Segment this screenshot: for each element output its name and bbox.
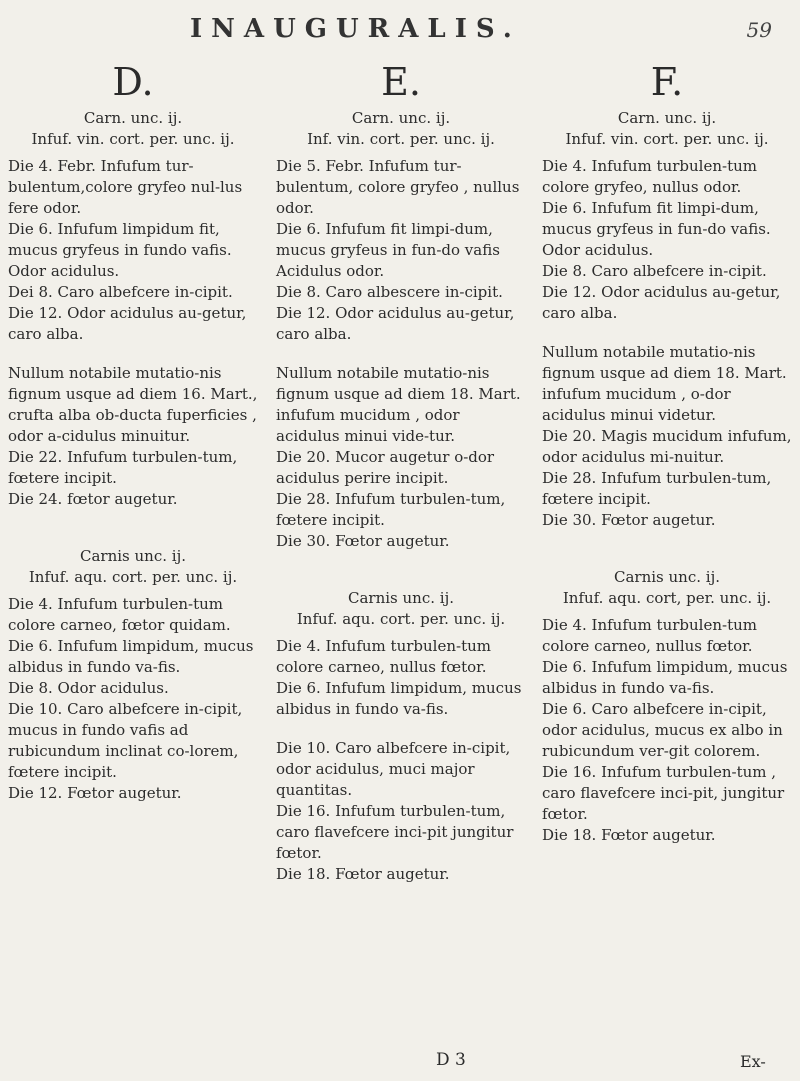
column-letter: D. bbox=[112, 60, 154, 104]
column-letter: F. bbox=[650, 60, 684, 104]
entry: Die 10. Caro albefcere in-cipit, mucus in fundo vafis ad rubicundum inclinat co-lorem, fœtere incipit. bbox=[8, 700, 243, 781]
entry: Die 4. Infufum turbulen-tum colore carneo, fœtor quidam. bbox=[8, 595, 231, 634]
entry: Die 4. Infufum turbulen-tum colore gryfeo, nullus odor. bbox=[542, 157, 757, 196]
page-number: 59 bbox=[746, 18, 772, 42]
entry: Nullum notabile mutatio-nis fignum usque ad diem 18. Mart. infufum mucidum , o-dor acidulus minui videtur. bbox=[542, 343, 787, 424]
spacer bbox=[542, 531, 792, 567]
entry: Die 12. Odor acidulus au-getur, caro alba. bbox=[276, 304, 515, 343]
entry: Die 8. Odor acidulus. bbox=[8, 679, 169, 697]
entry: Die 20. Mucor augetur o-dor acidulus perire incipit. bbox=[276, 448, 495, 487]
entry: Die 6. Infufum limpidum, mucus albidus in fundo va-fis. bbox=[276, 679, 522, 718]
section-subtitle: Infuf. aqu. cort. per. unc. ij. bbox=[28, 568, 238, 586]
section-title: Carn. unc. ij. bbox=[351, 109, 451, 127]
entry: Die 22. Infufum turbulen-tum, fœtere incipit. bbox=[8, 448, 238, 487]
entry: Dei 8. Caro albefcere in-cipit. bbox=[8, 283, 233, 301]
column-d bbox=[8, 60, 258, 804]
entry: Die 6. Infufum limpidum fit, mucus gryfeus in fundo vafis. Odor acidulus. bbox=[8, 220, 232, 280]
entry: Die 6. Infufum fit limpi-dum, mucus gryfeus in fun-do vafis Acidulus odor. bbox=[276, 220, 500, 280]
section-subtitle: Infuf. aqu. cort, per. unc. ij. bbox=[562, 589, 772, 607]
spacer bbox=[8, 510, 258, 546]
section-subtitle: Infuf. vin. cort. per. unc. ij. bbox=[31, 130, 235, 148]
entry: Die 5. Febr. Infufum tur-bulentum, colore gryfeo , nullus odor. bbox=[276, 157, 520, 217]
entry: Die 6. Caro albefcere in-cipit, odor acidulus, mucus ex albo in rubicundum ver-git colorem. bbox=[542, 700, 783, 760]
signature-mark: D 3 bbox=[436, 1050, 466, 1070]
entry: Die 4. Febr. Infufum tur-bulentum,colore gryfeo nul-lus fere odor. bbox=[8, 157, 243, 217]
entry: Die 10. Caro albefcere in-cipit, odor acidulus, muci major quantitas. bbox=[276, 739, 511, 799]
running-title: INAUGURALIS. bbox=[190, 14, 521, 44]
entry: Die 4. Infufum turbulen-tum colore carneo, nullus fœtor. bbox=[276, 637, 491, 676]
entry: Die 4. Infufum turbulen-tum colore carneo, nullus fœtor. bbox=[542, 616, 757, 655]
entry: Die 12. Fœtor augetur. bbox=[8, 784, 182, 802]
section-title: Carnis unc. ij. bbox=[614, 568, 720, 586]
spacer bbox=[276, 552, 526, 588]
catchword: Ex- bbox=[740, 1052, 766, 1071]
entry: Die 6. Infufum fit limpi-dum, mucus gryfeus in fun-do vafis. Odor acidulus. bbox=[542, 199, 771, 259]
entry: Die 28. Infufum turbulen-tum, fœtere incipit. bbox=[276, 490, 506, 529]
entry: Die 18. Fœtor augetur. bbox=[276, 865, 450, 883]
entry: Die 20. Magis mucidum infufum, odor acidulus mi-nuitur. bbox=[542, 427, 792, 466]
entry: Die 18. Fœtor augetur. bbox=[542, 826, 716, 844]
entry: Die 6. Infufum limpidum, mucus albidus in fundo va-fis. bbox=[542, 658, 788, 697]
entry: Die 16. Infufum turbulen-tum , caro flavefcere inci-pit, jungitur fœtor. bbox=[542, 763, 785, 823]
entry: Die 8. Caro albefcere in-cipit. bbox=[542, 262, 767, 280]
entry: Die 16. Infufum turbulen-tum, caro flavefcere inci-pit jungitur fœtor. bbox=[276, 802, 514, 862]
spacer bbox=[542, 324, 792, 342]
entry: Die 30. Fœtor augetur. bbox=[542, 511, 716, 529]
section-subtitle: Infuf. vin. cort. per. unc. ij. bbox=[565, 130, 769, 148]
spacer bbox=[276, 345, 526, 363]
section-title: Carnis unc. ij. bbox=[80, 547, 186, 565]
section-title: Carn. unc. ij. bbox=[83, 109, 183, 127]
entry: Die 28. Infufum turbulen-tum, fœtere incipit. bbox=[542, 469, 772, 508]
entry: Die 12. Odor acidulus au-getur, caro alba. bbox=[8, 304, 247, 343]
spacer bbox=[8, 345, 258, 363]
section-subtitle: Inf. vin. cort. per. unc. ij. bbox=[307, 130, 495, 148]
entry: Nullum notabile mutatio-nis fignum usque ad diem 18. Mart. infufum mucidum , odor acidulus minui vide-tur. bbox=[276, 364, 521, 445]
entry: Die 8. Caro albescere in-cipit. bbox=[276, 283, 503, 301]
entry: Nullum notabile mutatio-nis fignum usque ad diem 16. Mart., crufta alba ob-ducta fuperficies , odor a-cidulus minuitur. bbox=[8, 364, 258, 445]
page-header bbox=[0, 12, 800, 52]
section-title: Carnis unc. ij. bbox=[348, 589, 454, 607]
column-letter: E. bbox=[381, 60, 421, 104]
spacer bbox=[276, 720, 526, 738]
section-subtitle: Infuf. aqu. cort. per. unc. ij. bbox=[296, 610, 506, 628]
entry: Die 30. Fœtor augetur. bbox=[276, 532, 450, 550]
column-e bbox=[276, 60, 526, 885]
section-title: Carn. unc. ij. bbox=[617, 109, 717, 127]
entry: Die 6. Infufum limpidum, mucus albidus in fundo va-fis. bbox=[8, 637, 254, 676]
column-f bbox=[542, 60, 792, 846]
entry: Die 24. fœtor augetur. bbox=[8, 490, 178, 508]
entry: Die 12. Odor acidulus au-getur, caro alba. bbox=[542, 283, 781, 322]
